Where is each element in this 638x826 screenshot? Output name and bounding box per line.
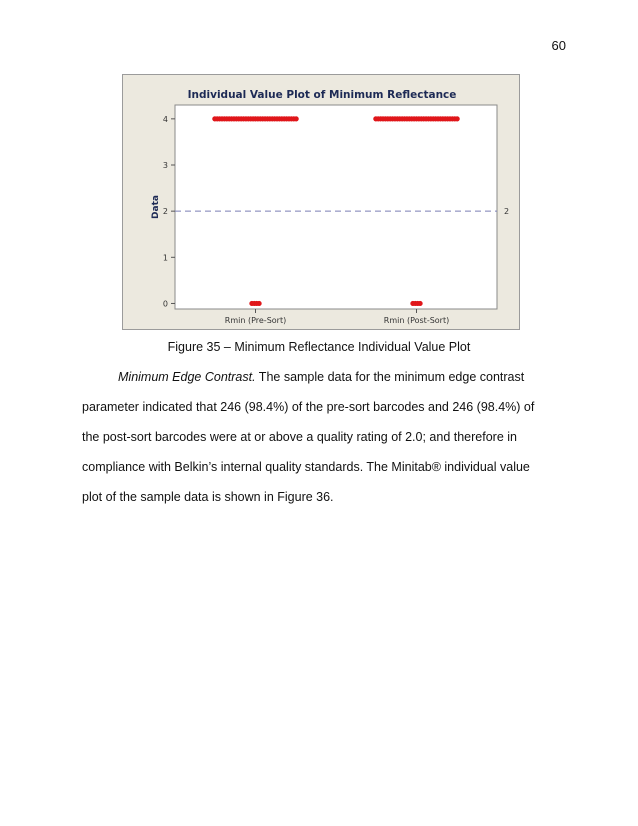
plot-area <box>175 105 497 309</box>
paragraph-text: The sample data for the minimum edge contrast <box>255 370 525 384</box>
y-axis-label: Data <box>151 195 161 219</box>
y-tick-label: 1 <box>162 253 168 263</box>
chart-title: Individual Value Plot of Minimum Reflectance <box>187 89 457 101</box>
paragraph-line: parameter indicated that 246 (98.4%) of the pre-sort barcodes and 246 (98.4%) of <box>82 400 535 414</box>
section-heading-inline: Minimum Edge Contrast. <box>118 370 256 384</box>
y-tick-label: 3 <box>162 161 168 170</box>
figure-individual-value-plot <box>122 74 520 330</box>
data-point <box>455 116 460 121</box>
y-tick-label: 4 <box>162 114 168 124</box>
paragraph-first-line <box>82 362 562 392</box>
paragraph-line: the post-sort barcodes were at or above a quality rating of 2.0; and therefore in <box>82 430 517 444</box>
y-tick-label: 2 <box>162 207 168 217</box>
reference-line-label: 2 <box>504 207 510 217</box>
y-tick-label: 0 <box>162 299 168 309</box>
paragraph-line: compliance with Belkin’s internal quality standards. The Minitab® individual value <box>82 460 530 474</box>
x-tick-label: Rmin (Pre-Sort) <box>224 316 287 325</box>
data-point <box>417 301 422 306</box>
data-point <box>294 116 299 121</box>
data-point <box>256 301 261 306</box>
page-number: 60 <box>551 38 566 53</box>
paragraph-line: plot of the sample data is shown in Figure 36. <box>82 490 334 504</box>
y-axis-ticks <box>163 115 175 309</box>
x-axis-ticks <box>225 309 449 325</box>
individual-value-plot-chart <box>123 75 521 331</box>
body-text <box>82 362 562 512</box>
figure-caption: Figure 35 – Minimum Reflectance Individual Value Plot <box>167 340 471 354</box>
x-tick-label: Rmin (Post-Sort) <box>383 316 450 325</box>
